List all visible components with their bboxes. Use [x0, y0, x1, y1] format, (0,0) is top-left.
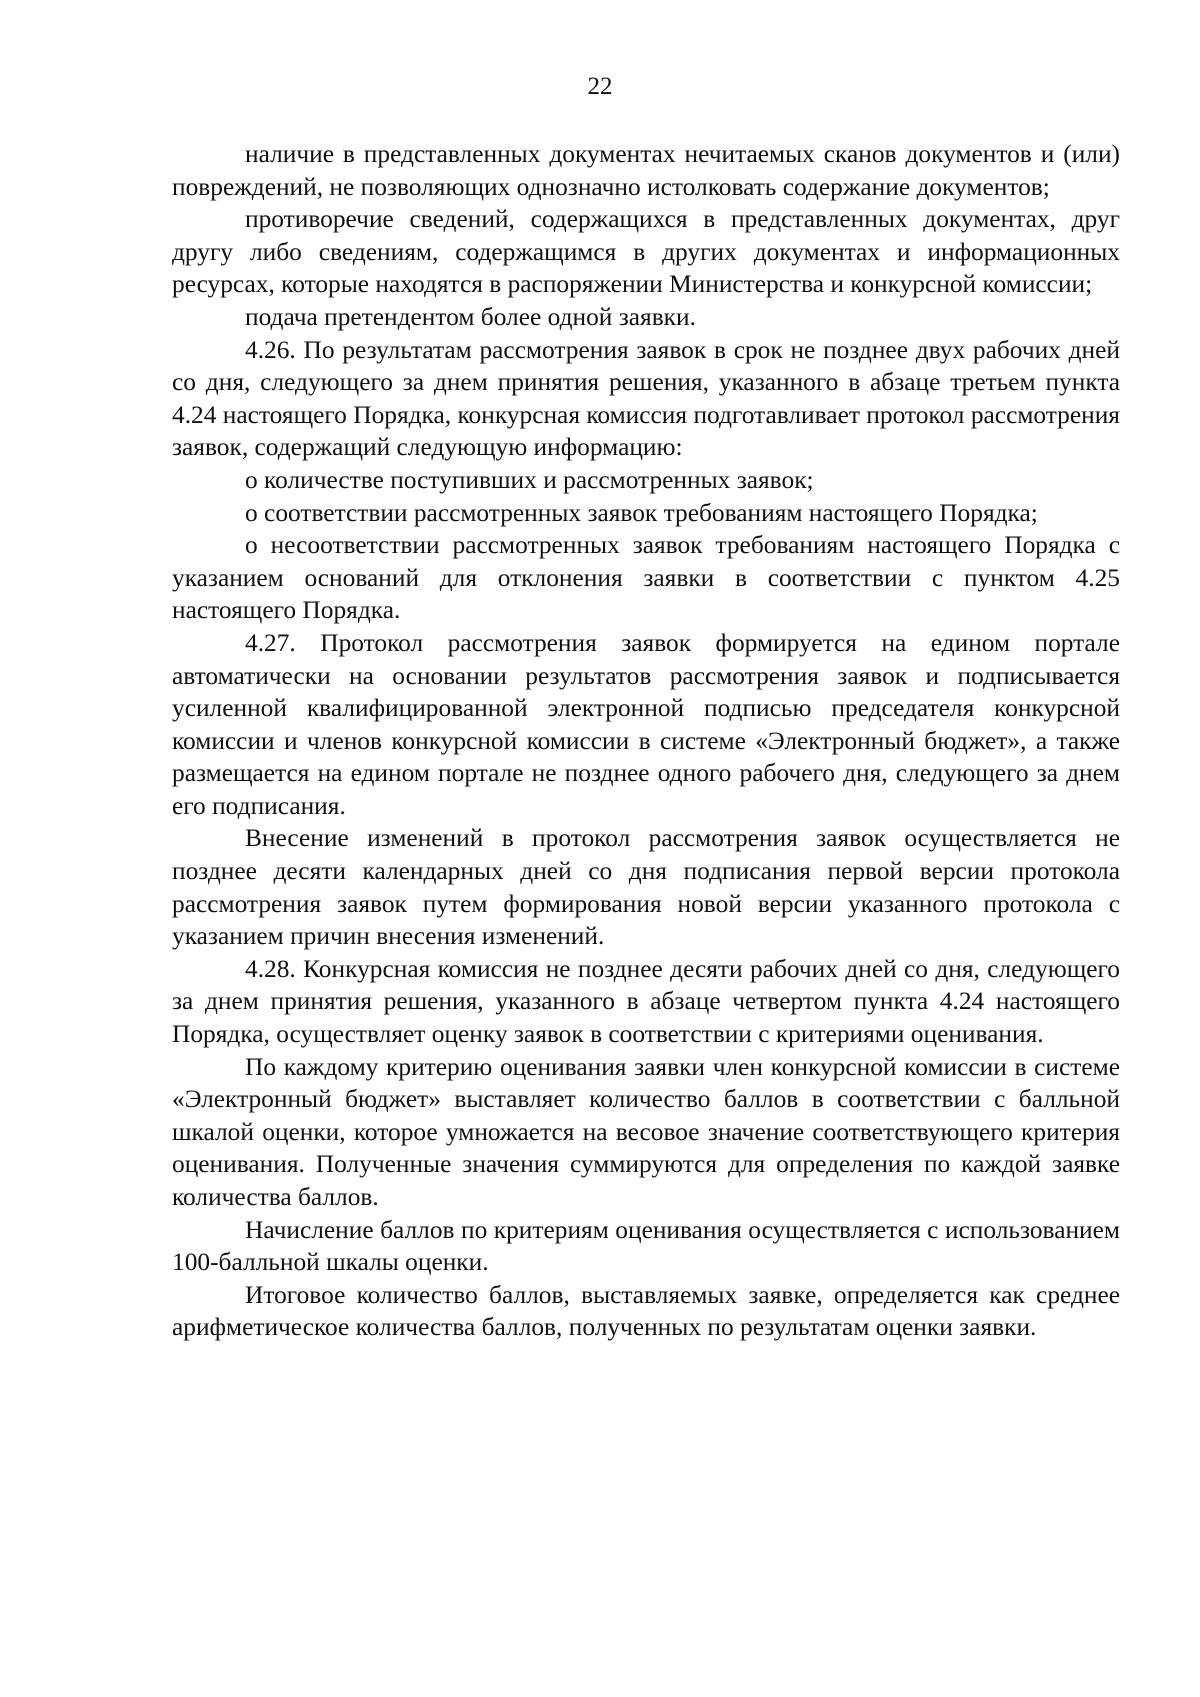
- document-body: [172, 138, 1120, 1344]
- paragraph-100-point-scale: Начисление баллов по критериям оценивания осуществляется с использованием 100-балльной шкалы оценки.: [172, 1215, 1120, 1277]
- paragraph-illegible-scans: наличие в представленных документах нечитаемых сканов документов и (или) повреждений, не позволяющих однозначно истолковать содержание документов;: [172, 140, 1120, 201]
- paragraph-clause-4-27: 4.27. Протокол рассмотрения заявок формируется на едином портале автоматически на основании результатов рассмотрения заявок и подписывается усиленной квалифицированной электронной подписью председателя конкурсной комиссии и членов конкурсной комиссии в системе «Электронный бюджет», а также размещается на едином портале не позднее одного рабочего дня, следующего за днем его подписания.: [172, 628, 1120, 820]
- paragraph-clause-4-26: 4.26. По результатам рассмотрения заявок в срок не позднее двух рабочих дней со дня, следующего за днем принятия решения, указанного в абзаце третьем пункта 4.24 настоящего Порядка, конкурсная комиссия подготавливает протокол рассмотрения заявок, содержащий следующую информацию:: [172, 335, 1120, 462]
- paragraph-clause-4-28: 4.28. Конкурсная комиссия не позднее десяти рабочих дней со дня, следующего за днем принятия решения, указанного в абзаце четвертом пункта 4.24 настоящего Порядка, осуществляет оценку заявок в соответствии с критериями оценивания.: [172, 954, 1120, 1049]
- page-number: 22: [587, 73, 613, 100]
- paragraph-non-compliance: о несоответствии рассмотренных заявок требованиям настоящего Порядка с указанием оснований для отклонения заявки в соответствии с пунктом 4.25 настоящего Порядка.: [172, 531, 1120, 625]
- paragraph-compliance: о соответствии рассмотренных заявок требованиям настоящего Порядка;: [245, 498, 1038, 527]
- paragraph-multiple-applications: подача претендентом более одной заявки.: [245, 302, 696, 331]
- paragraph-application-count: о количестве поступивших и рассмотренных заявок;: [245, 465, 814, 494]
- paragraph-final-score: Итоговое количество баллов, выставляемых заявке, определяется как среднее арифметическое количества баллов, полученных по результатам оценки заявки.: [172, 1280, 1120, 1342]
- paragraph-contradiction: противоречие сведений, содержащихся в представленных документах, друг другу либо сведениям, содержащимся в других документах и информационных ресурсах, которые находятся в распоряжении Министерства и конкурсной комиссии;: [172, 205, 1120, 299]
- paragraph-protocol-amendments: Внесение изменений в протокол рассмотрения заявок осуществляется не позднее десяти календарных дней со дня подписания первой версии протокола рассмотрения заявок путем формирования новой версии указанного протокола с указанием причин внесения изменений.: [172, 824, 1120, 951]
- paragraph-scoring-per-criterion: По каждому критерию оценивания заявки член конкурсной комиссии в системе «Электронный бюджет» выставляет количество баллов в соответствии с балльной шкалой оценки, которое умножается на весовое значение соответствующего критерия оценивания. Полученные значения суммируются для определения по каждой заявке количества баллов.: [172, 1052, 1120, 1211]
